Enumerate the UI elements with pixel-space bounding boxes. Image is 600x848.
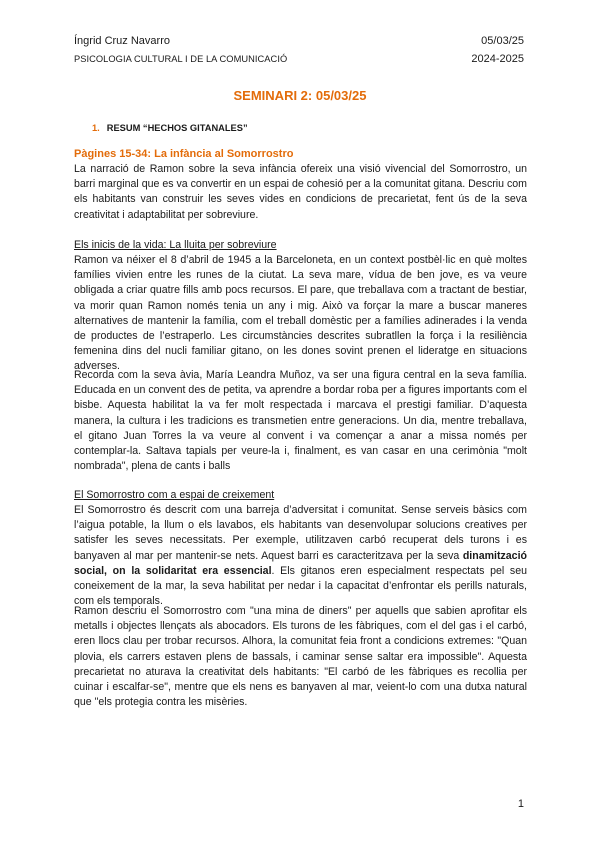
subsection1-paragraph-2: Recorda com la seva àvia, María Leandra Muñoz, va ser una figura central en la seva família. Educada en un convent des de petita, va aprendre a bordar roba per a figures importants com el bisbe. Aquesta habilitat la va fer molt respectada i marcava el prestigi familiar. D’aquesta manera, la cultura i les tradicions es transmetien entre generacions. Un dia, mentre treballava, el gitano Juan Torres la va veure al convent i va començar a anar a missa només per contemplar-la. Saltava tapials per veure-la i, finalment, es van casar en una cerimònia "molt nombrada", plena de cants i balls bbox=[74, 369, 527, 473]
page-number: 1 bbox=[517, 798, 524, 810]
p1-bold-text: dinamització social, on la solidaritat era essencial bbox=[74, 549, 527, 577]
header-author: Íngrid Cruz Navarro bbox=[74, 35, 170, 47]
header-course: PSICOLOGIA CULTURAL I DE LA COMUNICACIÓ bbox=[74, 54, 288, 64]
subsection-heading-1: Els inicis de la vida: La lluita per sobreviure bbox=[74, 239, 277, 251]
list-item-text: RESUM “HECHOS GITANALES” bbox=[106, 123, 248, 133]
subsection2-paragraph-1 bbox=[74, 503, 527, 609]
section-heading: Pàgines 15-34: La infància al Somorrostro bbox=[74, 148, 294, 160]
numbered-list-item bbox=[92, 122, 248, 134]
header-date: 05/03/25 bbox=[481, 35, 524, 47]
intro-paragraph: La narració de Ramon sobre la seva infància ofereix una visió vivencial del Somorrostro, un barri marginal que es va convertir en un espai de cohesió per a la comunitat gitana. Descriu com els habitants van construir les seves vides en condicions de precarietat, fent ús de la seva creativitat i adaptabilitat per sobreviure. bbox=[74, 163, 527, 221]
list-item-number: 1. bbox=[92, 123, 100, 133]
p1-text-start: El Somorrostro és descrit com una barreja d’adversitat i comunitat. Sense serveis bàsics com l’aigua potable, la llum o els lavabos, els habitants van desenvolupar solucions creatives per satisfer les seves necessitats. Per exemple, utilitzaven carbó recuperat dels turons i es banyaven al mar per mantenir-se nets. Aquest barri es caracteritzava per la seva bbox=[74, 504, 527, 562]
p1-text-end: . Els gitanos eren especialment respectats pel seu coneixement de la mar, la seva habilitat per nedar i la capacitat d’enfrontar els perills naturals, com els temporals. bbox=[74, 564, 527, 608]
document-title: SEMINARI 2: 05/03/25 bbox=[233, 88, 367, 103]
subsection2-paragraph-2: Ramon descriu el Somorrostro com "una mina de diners" per aquells que sabien aprofitar els metalls i objectes llençats als abocadors. Els turons de les fàbriques, com el del gas i el carbó, eren llocs clau per trobar recursos. Alhora, la comunitat feia front a condicions extremes: "Quan plovia, els carrers estaven plens de bassals, i caminar sense saltar era impossible". Aquesta precarietat no aturava la creativitat dels habitants: "El carbó de les fàbriques es recollia per cuinar i escalfar-se", mentre que els nens es banyaven al mar, veient-lo com una dutxa natural que "els protegia contra les misèries. bbox=[74, 605, 527, 709]
subsection-heading-2: El Somorrostro com a espai de creixement bbox=[74, 489, 275, 501]
subsection1-paragraph-1: Ramon va néixer el 8 d’abril de 1945 a la Barceloneta, en un context postbèl·lic en què moltes famílies vivien entre les runes de la ciutat. La seva mare, vídua de ben jove, es va veure obligada a criar quatre fills amb pocs recursos. El pare, que treballava com a tractant de bestiar, va morir quan Ramon només tenia un any i mig. Això va forçar la mare a buscar maneres alternatives de mantenir la família, com el treball domèstic per a famílies adinerades i la venda de productes de l’estraperlo. Les circumstàncies descrites subratllen la força i la resiliència femenina dins del nucli familiar gitano, on les dones sovint prenen el lideratge en situacions adverses. bbox=[74, 254, 527, 373]
header-year: 2024-2025 bbox=[471, 53, 524, 65]
